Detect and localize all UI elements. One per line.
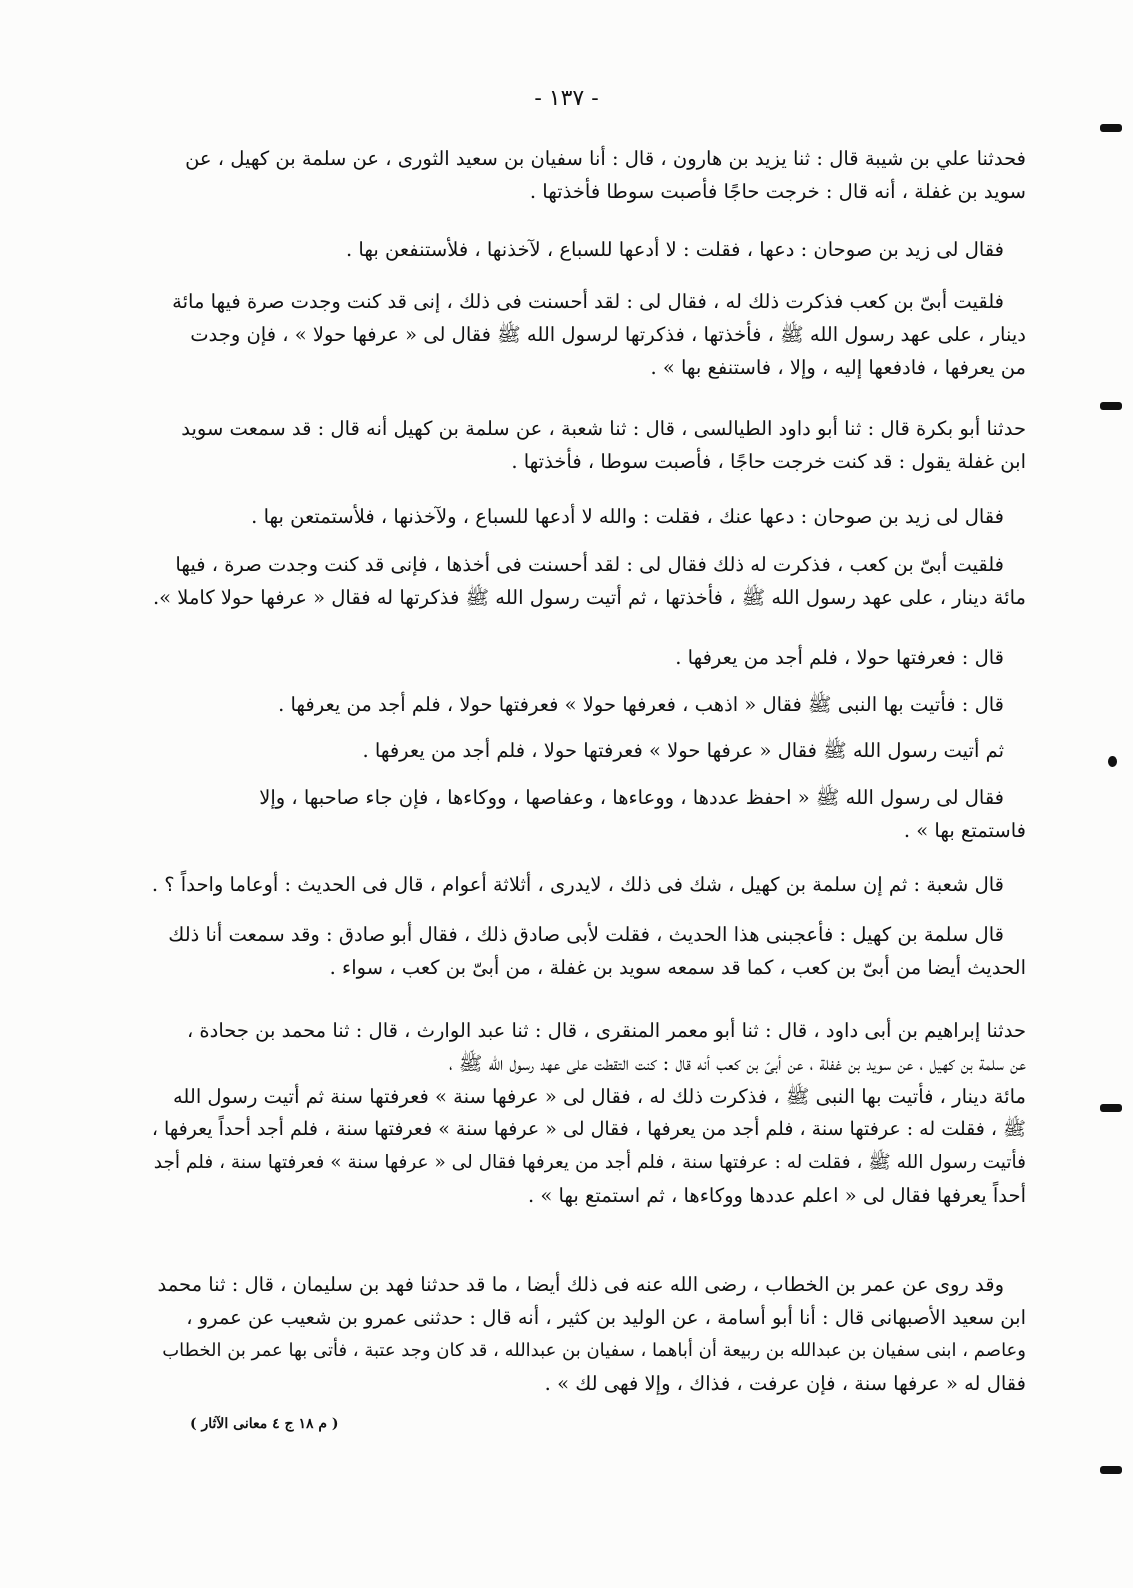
text-line: فحدثنا علي بن شيبة قال : ثنا يزيد بن هارون ، قال : أنا سفيان بن سعيد الثورى ، عن سلمة بن كهيل ، عن [185,147,1026,170]
text-line: من يعرفها ، فادفعها إليه ، وإلا ، فاستنفع بها » . [650,356,1026,379]
text-line: قال : فأتيت بها النبى ﷺ فقال « اذهب ، فعرفها حولا » فعرفتها حولا ، فلم أجد من يعرفها . [278,693,1004,716]
text-line: ابن غفلة يقول : قد كنت خرجت حاجًا ، فأصبت سوطا ، فأخذتها . [511,450,1026,473]
text-line: سويد بن غفلة ، أنه قال : خرجت حاجًا فأصبت سوطا فأخذتها . [529,180,1026,203]
text-line: أحداً يعرفها فقال لى « اعلم عددها ووكاءها ، ثم استمتع بها » . [527,1184,1026,1207]
margin-mark [1100,402,1122,410]
margin-mark [1100,1466,1122,1474]
paragraph-11 [150,868,1026,901]
page-number: - ١٣٧ - [534,86,599,111]
text-line: قال شعبة : ثم إن سلمة بن كهيل ، شك فى ذلك ، لايدرى ، أثلاثة أعوام ، قال فى الحديث : أوعاما واحداً ؟ . [151,873,1004,896]
text-line: وقد روى عن عمر بن الخطاب ، رضى الله عنه فى ذلك أيضا ، ما قد حدثنا فهد بن سليمان ، قال : ثنا محمد [157,1273,1004,1296]
text-line: فقال لى رسول الله ﷺ « احفظ عددها ، ووعاءها ، وعفاصها ، ووكاءها ، فإن جاء صاحبها ، وإلا [259,786,1004,809]
text-line: قال : فعرفتها حولا ، فلم أجد من يعرفها . [675,646,1004,669]
text-line: قال سلمة بن كهيل : فأعجبنى هذا الحديث ، فقلت لأبى صادق ذلك ، فقال أبو صادق : وقد سمعت أنا ذلك [168,923,1004,946]
text-line: فقال له « عرفها سنة ، فإن عرفت ، فذاك ، وإلا فهى لك » . [544,1372,1026,1395]
paragraph-6 [150,548,1026,614]
paragraph-9 [150,734,1026,767]
text-line: فأتيت رسول الله ﷺ ، فقلت له : عرفتها سنة ، فلم أجد من يعرفها فقال لى « عرفها سنة » فعرفتها سنة ، فلم أجد [153,1152,1026,1173]
paragraph-13 [150,1014,1026,1212]
text-line: مائة دينار ، على عهد رسول الله ﷺ ، فأخذتها ، ثم أتيت رسول الله ﷺ فذكرتها له فقال « عرفها حولا كاملا ». [152,586,1026,609]
text-line: فقال لى زيد بن صوحان : دعها عنك ، فقلت : والله لا أدعها للسباع ، ولآخذنها ، فلأستمتعن بها . [251,505,1004,528]
text-line: ثم أتيت رسول الله ﷺ فقال « عرفها حولا » فعرفتها حولا ، فلم أجد من يعرفها . [362,739,1004,762]
paragraph-3 [150,285,1026,384]
paragraph-1 [150,142,1026,208]
text-line: ابن سعيد الأصبهانى قال : أنا أبو أسامة ، عن الوليد بن كثير ، أنه قال : حدثنى عمرو بن شعيب عن عمرو ، [186,1306,1026,1329]
paragraph-4 [150,412,1026,478]
text-line: دينار ، على عهد رسول الله ﷺ ، فأخذتها ، فذكرتها لرسول الله ﷺ فقال لى « عرفها حولا » ، فإن وجدت [190,323,1026,346]
paragraph-14 [150,1268,1026,1400]
paragraph-10 [150,781,1026,847]
text-line: فلقيت أبىّ بن كعب فذكرت ذلك له ، فقال لى : لقد أحسنت فى ذلك ، إنى قد كنت وجدت صرة فيها مائة [172,290,1004,313]
margin-dot [1108,756,1117,767]
footer-signature: ( م ١٨ ج ٤ معانى الآثار ) [190,1416,339,1432]
paragraph-2 [150,233,1026,266]
text-line: وعاصم ، ابنى سفيان بن عبدالله بن ربيعة أن أباهما ، سفيان بن عبدالله ، قد كان وجد عتبة ، فأتى بها عمر بن الخطاب [162,1340,1026,1361]
text-line: فقال لى زيد بن صوحان : دعها ، فقلت : لا أدعها للسباع ، لآخذنها ، فلأستنفعن بها . [346,238,1004,261]
text-line: مائة دينار ، فأتيت بها النبى ﷺ ، فذكرت ذلك له ، فقال لى « عرفها سنة » فعرفتها سنة ثم أتيت رسول الله [172,1085,1026,1108]
margin-mark [1100,1104,1122,1112]
text-line: حدثنا أبو بكرة قال : ثنا أبو داود الطيالسى ، قال : ثنا شعبة ، عن سلمة بن كهيل أنه قال : قد سمعت سويد [181,417,1026,440]
text-line: عن سلمة بن كهيل ، عن سويد بن غفلة ، عن أبىّ بن كعب أنه قال : كنت التقطت على عهد رسول الله ﷺ ، [448,1052,1026,1075]
text-line: حدثنا إبراهيم بن أبى داود ، قال : ثنا أبو معمر المنقرى ، قال : ثنا عبد الوارث ، قال : ثنا محمد بن جحادة ، [186,1019,1026,1042]
text-line: الحديث أيضا من أبىّ بن كعب ، كما قد سمعه سويد بن غفلة ، من أبىّ بن كعب ، سواء . [329,956,1026,979]
margin-mark [1100,124,1122,132]
text-line: ﷺ ، فقلت له : عرفتها سنة ، فلم أجد من يعرفها ، فقال لى « عرفها سنة » فعرفتها سنة ، فلم أجد أحداً يعرفها ، [151,1118,1026,1140]
paragraph-5 [150,500,1026,533]
text-line: فلقيت أبىّ بن كعب ، فذكرت له ذلك فقال لى : لقد أحسنت فى أخذها ، فإنى قد كنت وجدت صرة ، فيها [175,553,1004,576]
paragraph-8 [150,688,1026,721]
text-line: فاستمتع بها » . [903,819,1026,842]
paragraph-7 [150,641,1026,674]
paragraph-12 [150,918,1026,984]
